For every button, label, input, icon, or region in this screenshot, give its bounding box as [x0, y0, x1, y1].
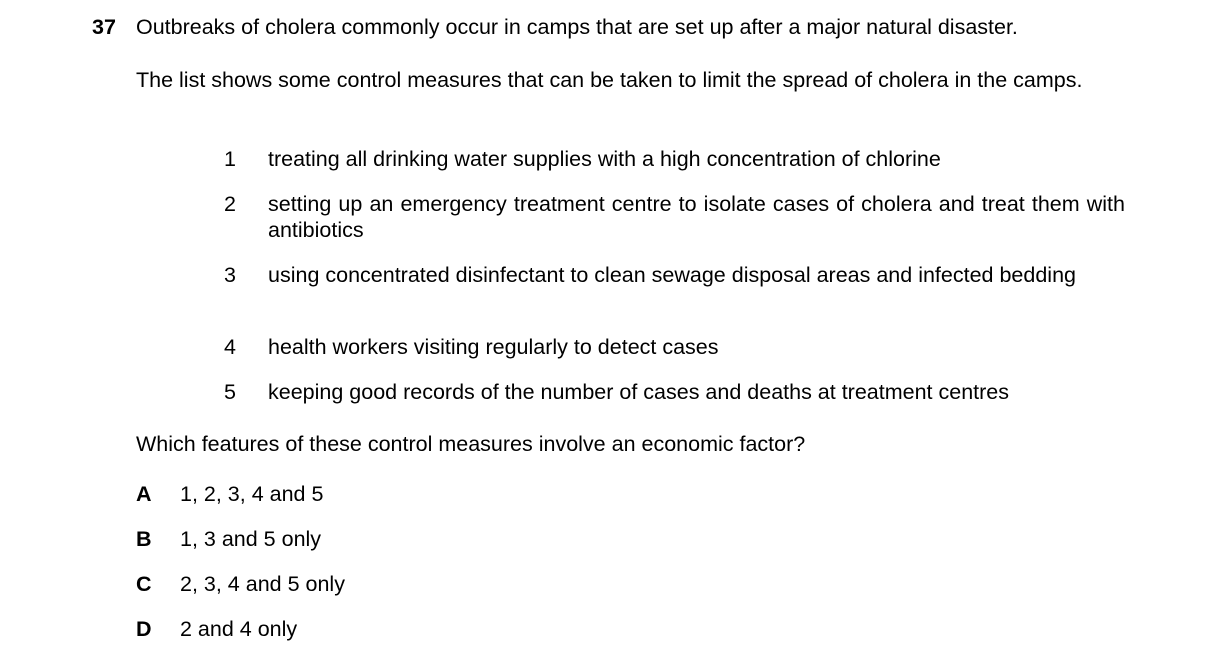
measure-text: using concentrated disinfectant to clean sewage disposal areas and infected bedding	[268, 263, 1076, 287]
question-number: 37	[92, 15, 116, 39]
option-text: 2 and 4 only	[180, 617, 298, 641]
question-prompt: Which features of these control measures involve an economic factor?	[136, 432, 806, 456]
option-letter: B	[136, 527, 152, 551]
measure-number: 2	[224, 192, 236, 216]
measure-text: keeping good records of the number of cases and deaths at treatment centres	[268, 380, 1010, 404]
measure-number: 4	[224, 335, 236, 359]
option-text: 1, 2, 3, 4 and 5	[180, 482, 324, 506]
measure-number: 3	[224, 263, 236, 287]
measure-text: treating all drinking water supplies with a high concentration of chlorine	[268, 147, 941, 171]
measure-text: setting up an emergency treatment centre to isolate cases of cholera and treat them with antibiotics	[268, 192, 1125, 242]
question-stem: Outbreaks of cholera commonly occur in camps that are set up after a major natural disaster.	[136, 15, 1018, 39]
measure-number: 5	[224, 380, 236, 404]
option-letter: D	[136, 617, 152, 641]
option-text: 1, 3 and 5 only	[180, 527, 322, 551]
option-text: 2, 3, 4 and 5 only	[180, 572, 345, 596]
option-letter: C	[136, 572, 152, 596]
option-letter: A	[136, 482, 152, 506]
measure-number: 1	[224, 147, 236, 171]
measure-text: health workers visiting regularly to detect cases	[268, 335, 719, 359]
question-intro: The list shows some control measures that can be taken to limit the spread of cholera in the camps.	[136, 68, 1083, 92]
